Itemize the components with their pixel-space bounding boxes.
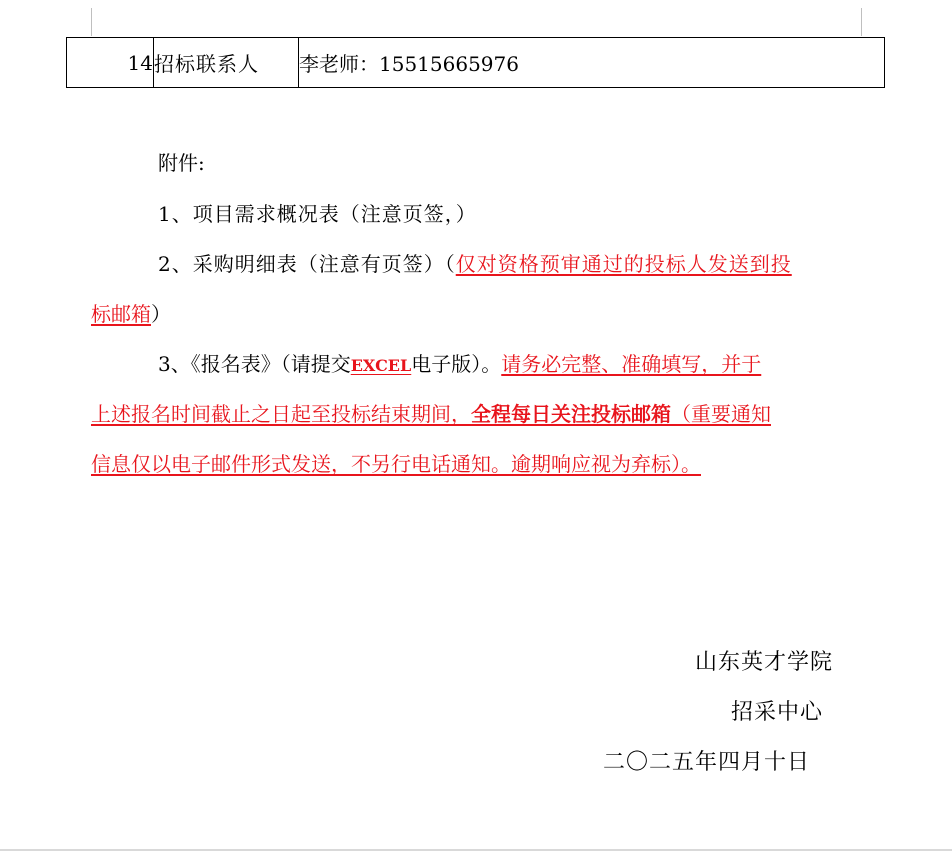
contact-label: 招标联系人 bbox=[154, 38, 299, 88]
attachment-item-3-cont-1: 上述报名时间截止之日起至投标结束期间，全程每日关注投标邮箱（重要通知 bbox=[91, 402, 771, 426]
right-margin-mark bbox=[861, 8, 862, 36]
attachment-item-2-cont: 标邮箱） bbox=[91, 302, 171, 326]
contact-table bbox=[66, 37, 885, 88]
item-2-red-note: 仅对资格预审通过的投标人发送到投 bbox=[455, 252, 792, 276]
attachments-heading: 附件: bbox=[158, 151, 205, 175]
excel-label: EXCEL bbox=[350, 356, 412, 375]
left-margin-mark bbox=[91, 8, 92, 36]
email-emphasis: 全程每日关注投标邮箱 bbox=[471, 402, 671, 426]
row-number: 14 bbox=[67, 38, 154, 88]
table-row bbox=[67, 38, 885, 88]
attachment-item-2: 2、采购明细表（注意有页签）（仅对资格预审通过的投标人发送到投 bbox=[158, 252, 792, 276]
signature-date: 二〇二五年四月十日 bbox=[603, 750, 811, 775]
attachment-item-3: 3、《报名表》（请提交EXCEL电子版）。请务必完整、准确填写，并于 bbox=[158, 352, 762, 376]
signature-org: 山东英才学院 bbox=[695, 650, 834, 675]
attachment-item-3-cont-2: 信息仅以电子邮件形式发送，不另行电话通知。逾期响应视为弃标）。 bbox=[91, 452, 701, 476]
attachment-item-1: 1、项目需求概况表（注意页签，） bbox=[158, 202, 477, 226]
contact-value: 李老师：15515665976 bbox=[299, 38, 885, 88]
signature-dept: 招采中心 bbox=[731, 700, 824, 725]
